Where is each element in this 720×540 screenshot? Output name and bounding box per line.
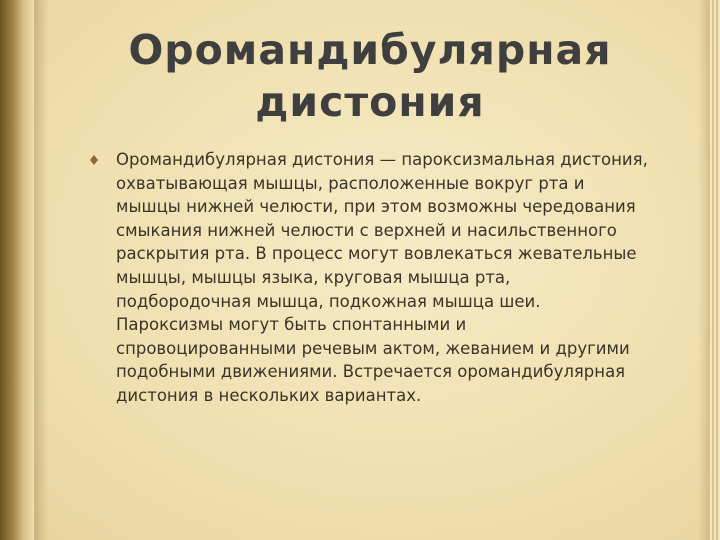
bullet-item (90, 148, 650, 408)
spine-shadow (34, 0, 48, 540)
page-edges-shadow (698, 0, 708, 540)
bullet-text: Оромандибулярная дистония — пароксизмальная дистония, охватывающая мышцы, расположенные вокруг рта и мышцы нижней челюсти, при этом возможны чередования смыкания нижней челюсти с верхней и насильственного раскрытия рта. В процесс могут вовлекаться жевательные мышцы, мышцы языка, круговая мышца рта, подбородочная мышца, подкожная мышца шеи. Пароксизмы могут быть спонтанными и спровоцированными речевым актом, жеванием и другими подобными движениями. Встречается оромандибулярная дистония в нескольких вариантах. (116, 150, 648, 405)
book-spine (0, 0, 34, 540)
content-area (90, 148, 650, 408)
page-edges (708, 0, 720, 540)
slide-title: Оромандибулярная дистония (128, 26, 612, 126)
diamond-bullet-icon (90, 155, 98, 165)
